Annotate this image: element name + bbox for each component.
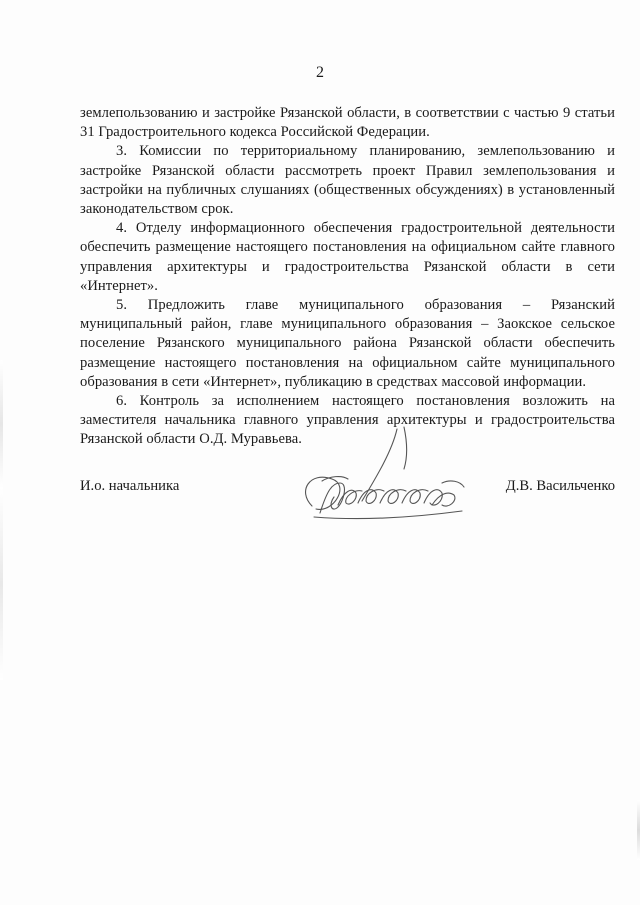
paragraph-item-3: 3. Комиссии по территориальному планированию, землепользованию и застройке Рязанской области рассмотреть проект Правил землепользования и застройки на публичных слушаниях (общественных обсуждениях) в установленный законодательством срок. (80, 143, 615, 218)
signature-block (80, 476, 615, 536)
paragraph-item-6: 6. Контроль за исполнением настоящего постановления возложить на заместителя начальника главного управления архитектуры и градостроительства Рязанской области О.Д. Муравьева. (80, 393, 615, 448)
paragraph-continuation: землепользованию и застройке Рязанской области, в соответствии с частью 9 статьи 31 Градостроительного кодекса Российской Федерации. (80, 105, 615, 141)
handwritten-signature (292, 421, 482, 526)
signatory-position: И.о. начальника (80, 478, 180, 494)
paragraph-item-5: 5. Предложить главе муниципального образования – Рязанский муниципальный район, главе муниципального образования – Заокское сельское поселение Рязанского муниципального района Рязанской области обеспечить размещение настоящего постановления на официальном сайте муниципального образования в сети «Интернет», публикацию в средствах массовой информации. (80, 297, 615, 390)
paragraph-item-4: 4. Отделу информационного обеспечения градостроительной деятельности обеспечить размещение настоящего постановления на официальном сайте главного управления архитектуры и градостроительства Рязанской области в сети «Интернет». (80, 220, 615, 294)
scan-edge-artifact (0, 360, 3, 680)
document-body (80, 104, 615, 450)
signatory-name: Д.В. Васильченко (505, 478, 615, 494)
page-number: 2 (316, 64, 324, 81)
